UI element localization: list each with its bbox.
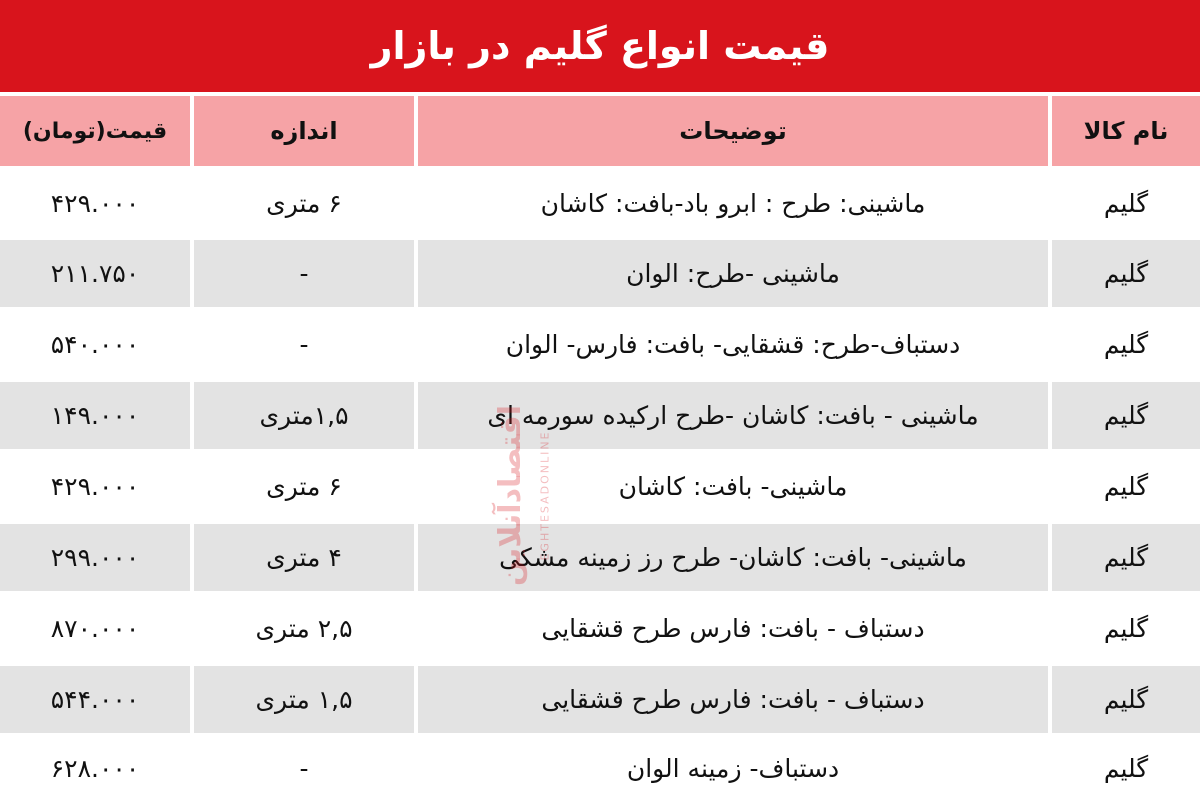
cell-price: ۲۹۹.۰۰۰: [0, 524, 190, 591]
price-table: [0, 92, 1200, 800]
table-row: [0, 737, 1200, 800]
cell-name: گلیم: [1052, 595, 1200, 662]
table-header-row: [0, 96, 1200, 166]
cell-description: ماشینی -طرح: الوان: [418, 240, 1048, 307]
cell-description: دستباف-طرح: قشقایی- بافت: فارس- الوان: [418, 311, 1048, 378]
cell-description: ماشینی- بافت: کاشان: [418, 453, 1048, 520]
cell-size: ۱,۵ متری: [194, 666, 414, 733]
cell-name: گلیم: [1052, 170, 1200, 236]
cell-price: ۱۴۹.۰۰۰: [0, 382, 190, 449]
page-title: قیمت انواع گلیم در بازار: [370, 24, 830, 68]
cell-description: دستباف - بافت: فارس طرح قشقایی: [418, 595, 1048, 662]
table-row: [0, 240, 1200, 307]
table-row: [0, 170, 1200, 236]
cell-name: گلیم: [1052, 666, 1200, 733]
cell-size: ۴ متری: [194, 524, 414, 591]
watermark-latin-text: EGHTESADONLINE: [538, 429, 552, 561]
header-description: توضیحات: [418, 96, 1048, 166]
cell-size: -: [194, 737, 414, 800]
header-name: نام کالا: [1052, 96, 1200, 166]
watermark-text: اقتصادآنلاین: [492, 404, 528, 586]
cell-size: ۱,۵متری: [194, 382, 414, 449]
table-row: [0, 311, 1200, 378]
cell-price: ۸۷۰.۰۰۰: [0, 595, 190, 662]
table-row: [0, 524, 1200, 591]
header-price: قیمت(تومان): [0, 96, 190, 166]
table-row: [0, 666, 1200, 733]
cell-size: ۶ متری: [194, 170, 414, 236]
cell-name: گلیم: [1052, 453, 1200, 520]
cell-size: -: [194, 240, 414, 307]
header-size: اندازه: [194, 96, 414, 166]
title-bar: [0, 0, 1200, 92]
table-row: [0, 595, 1200, 662]
table-row: [0, 453, 1200, 520]
cell-description: ماشینی- بافت: کاشان- طرح رز زمینه مشکی: [418, 524, 1048, 591]
cell-name: گلیم: [1052, 524, 1200, 591]
table-row: [0, 382, 1200, 449]
cell-name: گلیم: [1052, 382, 1200, 449]
cell-price: ۶۲۸.۰۰۰: [0, 737, 190, 800]
cell-size: -: [194, 311, 414, 378]
cell-price: ۵۴۴.۰۰۰: [0, 666, 190, 733]
cell-price: ۴۲۹.۰۰۰: [0, 453, 190, 520]
cell-price: ۲۱۱.۷۵۰: [0, 240, 190, 307]
cell-size: ۶ متری: [194, 453, 414, 520]
cell-price: ۴۲۹.۰۰۰: [0, 170, 190, 236]
cell-name: گلیم: [1052, 240, 1200, 307]
cell-description: ماشینی: طرح : ابرو باد-بافت: کاشان: [418, 170, 1048, 236]
cell-price: ۵۴۰.۰۰۰: [0, 311, 190, 378]
cell-description: دستباف - بافت: فارس طرح قشقایی: [418, 666, 1048, 733]
cell-name: گلیم: [1052, 311, 1200, 378]
cell-size: ۲,۵ متری: [194, 595, 414, 662]
cell-description: دستباف- زمینه الوان: [418, 737, 1048, 800]
cell-name: گلیم: [1052, 737, 1200, 800]
cell-description: ماشینی - بافت: کاشان -طرح ارکیده سورمه ای: [418, 382, 1048, 449]
